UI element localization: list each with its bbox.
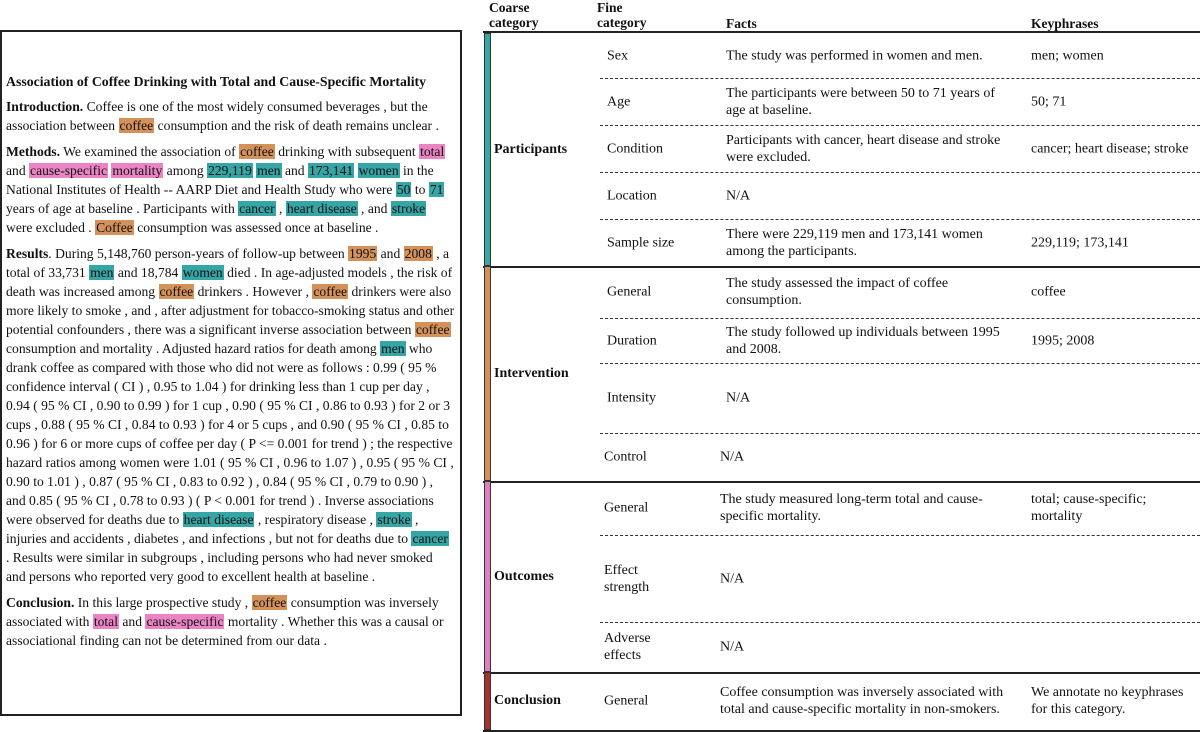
abstract-paragraph: Introduction. Coffee is one of the most widely consumed beverages , but the association between coffee consumption and the risk of death remains unclear . [6,99,439,133]
fine-category: Sample size [607,235,675,250]
highlight-intervention: coffee [119,118,154,133]
paragraph-heading: Conclusion. [6,595,75,610]
highlight-intervention: 1995 [349,246,377,261]
category-color-bar [484,481,491,672]
paragraph-heading: Introduction. [6,99,84,114]
highlight-intervention: Coffee [96,220,133,235]
table-row [600,672,1200,730]
coarse-category-label: Conclusion [494,693,561,708]
highlight-participants: men [257,163,281,178]
highlight-participants: cancer [412,531,448,546]
fine-category: Age [607,94,631,109]
table-row [600,125,1200,173]
coarse-category-label: Participants [494,141,568,157]
highlight-outcomes: cause-specific [30,163,108,178]
highlight-participants: men [381,341,405,356]
highlight-intervention: coffee [240,144,274,159]
highlight-intervention: coffee [313,284,348,299]
fine-category: Intensity [607,390,656,406]
highlight-intervention: coffee [159,284,194,299]
category-color-bar [484,672,491,730]
table-row [600,363,1200,434]
highlight-outcomes: mortality [112,163,163,178]
fine-category: Sex [607,48,628,63]
header-fine-category: Fine category [597,0,647,30]
category-group-outcomes [483,481,1200,674]
fine-category: Location [607,188,657,203]
highlight-intervention: coffee [415,322,450,337]
fine-category: Control [604,449,647,465]
highlight-participants: stroke [391,201,426,216]
table-row [600,219,1200,266]
highlight-participants: women [358,163,399,178]
facts-cell: Participants with cancer, heart disease and stroke were excluded. [726,132,1001,165]
highlight-participants: 71 [429,182,444,197]
table-row [600,481,1200,536]
abstract-paragraph: Conclusion. In this large prospective study , coffee consumption was inversely associated with total and cause-specific mortality . Whether this was a causal or associational finding can not be determined from our data . [6,595,444,648]
facts-cell: N/A [726,188,751,203]
paragraph-heading: Methods. [6,144,60,159]
facts-cell: N/A [720,449,745,465]
facts-cell: N/A [720,571,745,586]
keyphrases-cell: men; women [1031,48,1104,63]
coarse-category-label: Outcomes [494,568,554,584]
highlight-participants: 229,119 [208,163,252,178]
facts-cell: Coffee consumption was inversely associated with total and cause-specific mortality in non-smokers. [720,685,1004,717]
highlight-participants: stroke [377,512,411,527]
abstract-title: Association of Coffee Drinking with Total and Cause-Specific Mortality [6,74,427,89]
keyphrases-cell: 50; 71 [1031,94,1067,109]
highlight-participants: heart disease [286,201,357,216]
keyphrases-cell: We annotate no keyphrases for this category. [1031,685,1184,717]
abstract-paragraph: Methods. We examined the association of coffee drinking with subsequent total and cause-specific mortality among 229,119 men and 173,141 women in the National Institutes of Health -- AARP Diet and Health Study who were 50 to 71 years of age at baseline . Participants with cancer , heart disease , and stroke were excluded . Coffee consumption was assessed once at baseline . [6,144,445,235]
annotation-table [483,0,1200,732]
fine-category: General [604,500,649,516]
facts-cell: N/A [726,390,751,406]
table-row [600,266,1200,319]
fine-category: General [604,693,649,709]
highlight-outcomes: total [93,614,118,629]
table-row [600,33,1200,79]
fine-category: General [607,284,652,300]
facts-cell: The study followed up individuals between 1995 and 2008. [726,324,1000,357]
table-row [600,78,1200,126]
highlight-intervention: 2008 [404,246,432,261]
facts-cell: The study assessed the impact of coffee consumption. [726,276,949,308]
facts-cell: The study measured long-term total and cause-specific mortality. [720,492,983,524]
header-keyphrases: Keyphrases [1031,16,1099,31]
highlight-participants: men [90,265,114,280]
table-row [600,535,1200,623]
fine-category: Effect strength [604,562,650,595]
fine-category: Duration [607,333,657,348]
table-row [600,172,1200,220]
keyphrases-cell: total; cause-specific; mortality [1031,492,1147,524]
keyphrases-cell: coffee [1031,284,1066,300]
category-color-bar [484,266,491,481]
abstract-panel [0,30,462,716]
header-coarse-category: Coarse category [489,0,539,30]
fine-category: Adverse effects [604,631,651,663]
category-group-participants [483,33,1200,268]
category-group-conclusion [483,672,1200,732]
highlight-participants: cancer [239,201,275,216]
abstract-body [6,97,455,650]
facts-cell: The study was performed in women and men. [726,48,983,63]
keyphrases-cell: 1995; 2008 [1031,333,1095,348]
header-facts: Facts [726,16,757,31]
table-row [600,622,1200,672]
highlight-participants: 50 [396,182,411,197]
highlight-participants: women [182,265,223,280]
category-color-bar [484,33,491,266]
facts-cell: There were 229,119 men and 173,141 women among the participants. [726,226,983,259]
keyphrases-cell: cancer; heart disease; stroke [1031,141,1189,156]
category-group-intervention [483,266,1200,483]
fine-category: Condition [607,141,664,156]
abstract-paragraph: Results. During 5,148,760 person-years of follow-up between 1995 and 2008 , a total of 33,731 men and 18,784 women died . In age-adjusted models , the risk of death was increased among coffee drinkers . However , coffee drinkers were also more likely to smoke , and , after adjustment for tobacco-smoking status and other potential confounders , there was a significant inverse association between coffee consumption and mortality . Adjusted hazard ratios for death among men who drank coffee as compared with those who did not were as follows : 0.99 ( 95 % confidence interval ( CI ) , 0.95 to 1.04 ) for drinking less than 1 cup per day , 0.94 ( 95 % CI , 0.90 to 0.99 ) for 1 cup , 0.90 ( 95 % CI , 0.86 to 0.93 ) for 2 or 3 cups , 0.88 ( 95 % CI , 0.84 to 0.93 ) for 4 or 5 cups , and 0.90 ( 95 % CI , 0.85 to 0.96 ) for 6 or more cups of coffee per day ( P <= 0.001 for trend ) ; the respective hazard ratios among women were 1.01 ( 95 % CI , 0.96 to 1.07 ) , 0.95 ( 95 % CI , 0.90 to 1.01 ) , 0.87 ( 95 % CI , 0.83 to 0.92 ) , 0.84 ( 95 % CI , 0.79 to 0.90 ) , and 0.85 ( 95 % CI , 0.78 to 0.93 ) ( P < 0.001 for trend ) . Inverse associations were observed for deaths due to heart disease , respiratory disease , stroke , injuries and accidents , diabetes , and infections , but not for deaths due to cancer . Results were similar in subgroups , including persons who had never smoked and persons who reported very good to excellent health at baseline . [6,246,455,584]
facts-cell: The participants were between 50 to 71 years of age at baseline. [726,85,996,118]
highlight-outcomes: total [420,144,445,159]
highlight-participants: 173,141 [309,163,354,178]
keyphrases-cell: 229,119; 173,141 [1031,235,1129,250]
table-row [600,318,1200,364]
highlight-intervention: coffee [252,595,287,610]
table-row [600,433,1200,481]
coarse-category-label: Intervention [494,365,569,381]
paragraph-heading: Results [6,246,49,261]
highlight-participants: heart disease [183,512,254,527]
highlight-outcomes: cause-specific [146,614,224,629]
facts-cell: N/A [720,639,745,655]
